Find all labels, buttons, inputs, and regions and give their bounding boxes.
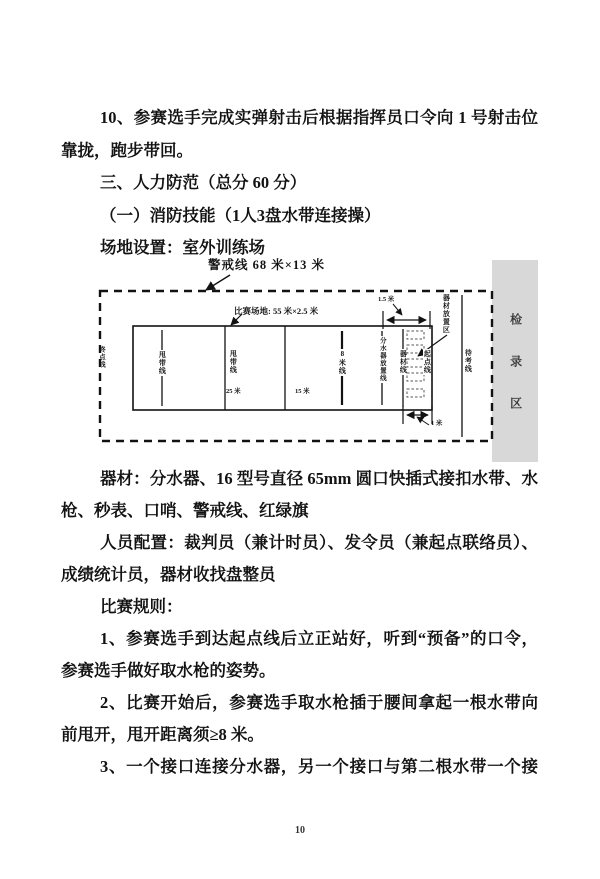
field-size-label: 比赛场地: 55 米×2.5 米 (234, 306, 319, 316)
body-line: 比赛规则： (100, 597, 183, 616)
body-line: 场地设置：室外训练场 (100, 238, 265, 257)
body-line: 1、参赛选手到达起点线后立正站好，听到“预备”的口令， (100, 629, 538, 648)
body-line: 2、比赛开始后，参赛选手取水枪插于腰间拿起一根水带向 (100, 693, 538, 712)
hose-throw-line-label-1: 甩带线 (158, 351, 167, 375)
page-number: 10 (295, 825, 305, 836)
body-line: 3、一个接口连接分水器，另一个接口与第二根水带一个接 (100, 757, 538, 776)
distance-25m-label: 25 米 (226, 388, 241, 395)
subsection-heading: （一）消防技能（1人3盘水带连接操） (100, 205, 381, 225)
dim-1m-label: 1 米 (431, 420, 443, 427)
finish-line-label: 终点线 (97, 346, 105, 369)
pointer-1-5m (393, 304, 402, 315)
body-line: 前甩开，甩开距离须≥8 米。 (61, 725, 264, 744)
water-divider-line-label: 分水器放置线 (378, 337, 386, 382)
body-line: 10、参赛选手完成实弹射击后根据指挥员口令向 1 号射击位 (100, 108, 538, 127)
body-line: 靠拢，跑步带回。 (61, 140, 193, 160)
hose-throw-line-label-2: 甩带线 (229, 350, 238, 374)
dim-1-5m-label: 1.5 米 (378, 296, 395, 303)
equipment-line-label: 器材线 (399, 350, 408, 374)
eight-meter-line-label: 8米线 (338, 350, 347, 375)
equipment-area-label: 器材放置区 (442, 294, 451, 334)
body-line: 器材：分水器、16 型号直径 65mm 圆口快插式接扣水带、水 (100, 469, 538, 488)
checkin-area-label: 检录区 (508, 313, 523, 439)
body-line: 参赛选手做好取水枪的姿势。 (61, 661, 276, 680)
body-line: 人员配置：裁判员（兼计时员）、发令员（兼起点联络员）、 (100, 533, 538, 552)
waiting-line-label: 待考线 (464, 349, 473, 373)
competition-field (133, 326, 432, 410)
field-diagram (90, 253, 550, 467)
body-line: 枪、秒表、口哨、警戒线、红绿旗 (61, 501, 309, 520)
pointer-cordon (206, 275, 230, 290)
section-heading: 三、人力防范（总分 60 分） (100, 173, 307, 192)
body-text-top (61, 102, 538, 265)
body-text-bottom (61, 463, 538, 783)
pointer-1m (417, 417, 429, 425)
body-line: 成绩统计员，器材收找盘整员 (61, 565, 276, 584)
distance-15m-label: 15 米 (295, 388, 310, 395)
cordon-label: 警戒线 68 米×13 米 (208, 258, 325, 272)
start-line-label: 起点线 (423, 350, 432, 374)
